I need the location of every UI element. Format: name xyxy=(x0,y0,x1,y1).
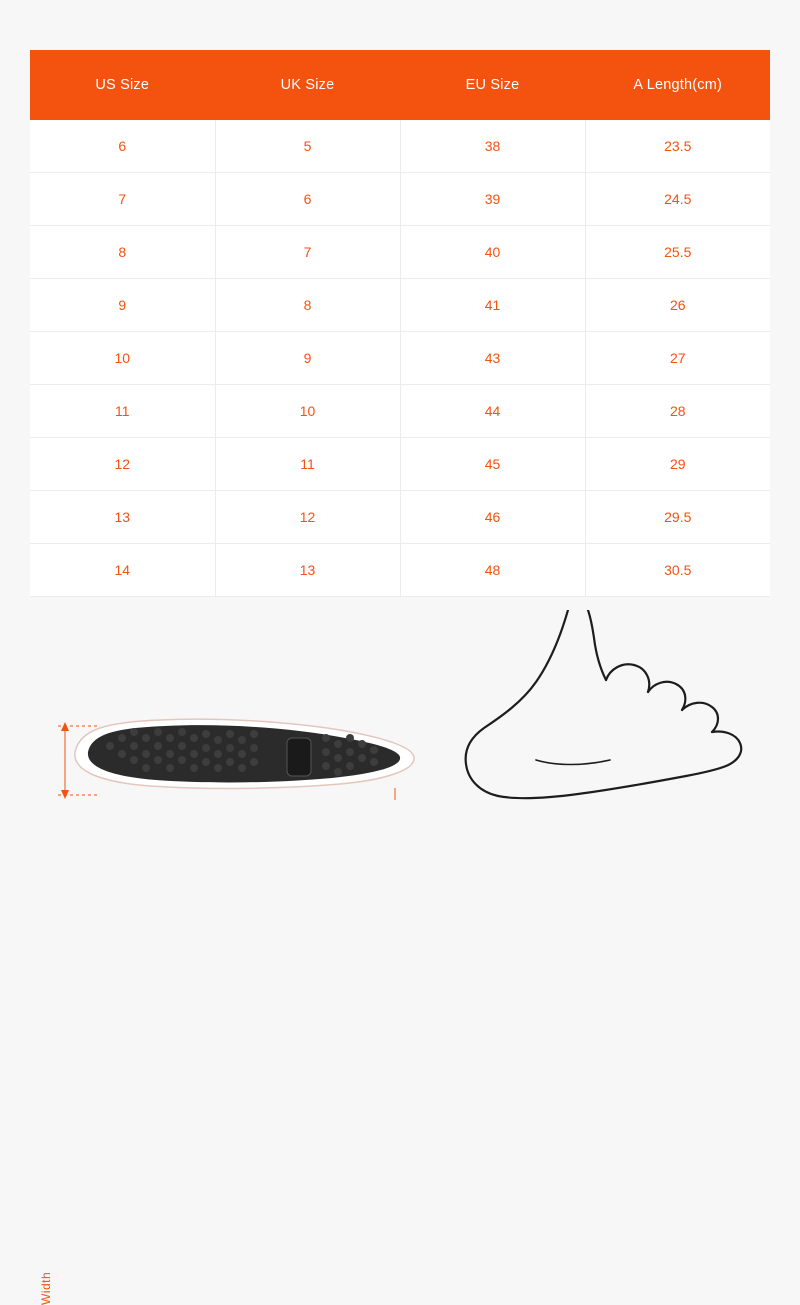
cell-us-size: 10 xyxy=(30,332,215,385)
cell-eu-size: 45 xyxy=(400,438,585,491)
cell-eu-size: 43 xyxy=(400,332,585,385)
cell-uk-size: 6 xyxy=(215,173,400,226)
size-table xyxy=(30,50,770,597)
illustration-area xyxy=(0,600,800,1305)
cell-us-size: 9 xyxy=(30,279,215,332)
cell-us-size: 12 xyxy=(30,438,215,491)
cell-us-size: 13 xyxy=(30,491,215,544)
width-label-text: Width xyxy=(39,1271,53,1305)
cell-us-size: 11 xyxy=(30,385,215,438)
cell-us-size: 6 xyxy=(30,120,215,173)
cell-a-length: 30.5 xyxy=(585,544,770,597)
cell-eu-size: 44 xyxy=(400,385,585,438)
cell-a-length: 26 xyxy=(585,279,770,332)
cell-a-length: 27 xyxy=(585,332,770,385)
table-row xyxy=(30,491,770,544)
width-measure-label xyxy=(39,1271,53,1305)
cell-a-length: 25.5 xyxy=(585,226,770,279)
cell-a-length: 29.5 xyxy=(585,491,770,544)
table-row xyxy=(30,120,770,173)
cell-uk-size: 7 xyxy=(215,226,400,279)
cell-uk-size: 10 xyxy=(215,385,400,438)
table-row xyxy=(30,385,770,438)
column-header-us-size: US Size xyxy=(30,50,215,120)
foot-outline-icon xyxy=(440,610,780,800)
cell-eu-size: 41 xyxy=(400,279,585,332)
cell-uk-size: 12 xyxy=(215,491,400,544)
table-row xyxy=(30,544,770,597)
cell-uk-size: 13 xyxy=(215,544,400,597)
cell-a-length: 28 xyxy=(585,385,770,438)
foot-outline-figure xyxy=(440,610,780,800)
column-header-uk-size: UK Size xyxy=(215,50,400,120)
cell-uk-size: 5 xyxy=(215,120,400,173)
cell-uk-size: 8 xyxy=(215,279,400,332)
cell-us-size: 14 xyxy=(30,544,215,597)
cell-a-length: 29 xyxy=(585,438,770,491)
table-row xyxy=(30,332,770,385)
cell-eu-size: 38 xyxy=(400,120,585,173)
size-table-body xyxy=(30,120,770,597)
cell-us-size: 7 xyxy=(30,173,215,226)
shoe-sole-figure xyxy=(40,660,420,800)
size-table-container xyxy=(30,50,770,597)
cell-uk-size: 9 xyxy=(215,332,400,385)
cell-eu-size: 46 xyxy=(400,491,585,544)
table-row xyxy=(30,173,770,226)
column-header-eu-size: EU Size xyxy=(400,50,585,120)
table-row xyxy=(30,438,770,491)
table-header-row xyxy=(30,50,770,120)
cell-a-length: 24.5 xyxy=(585,173,770,226)
cell-a-length: 23.5 xyxy=(585,120,770,173)
shoe-sole-icon xyxy=(40,660,420,800)
cell-eu-size: 48 xyxy=(400,544,585,597)
cell-eu-size: 39 xyxy=(400,173,585,226)
table-row xyxy=(30,279,770,332)
cell-uk-size: 11 xyxy=(215,438,400,491)
column-header-a-length: A Length(cm) xyxy=(585,50,770,120)
cell-us-size: 8 xyxy=(30,226,215,279)
table-row xyxy=(30,226,770,279)
cell-eu-size: 40 xyxy=(400,226,585,279)
size-table-head xyxy=(30,50,770,120)
